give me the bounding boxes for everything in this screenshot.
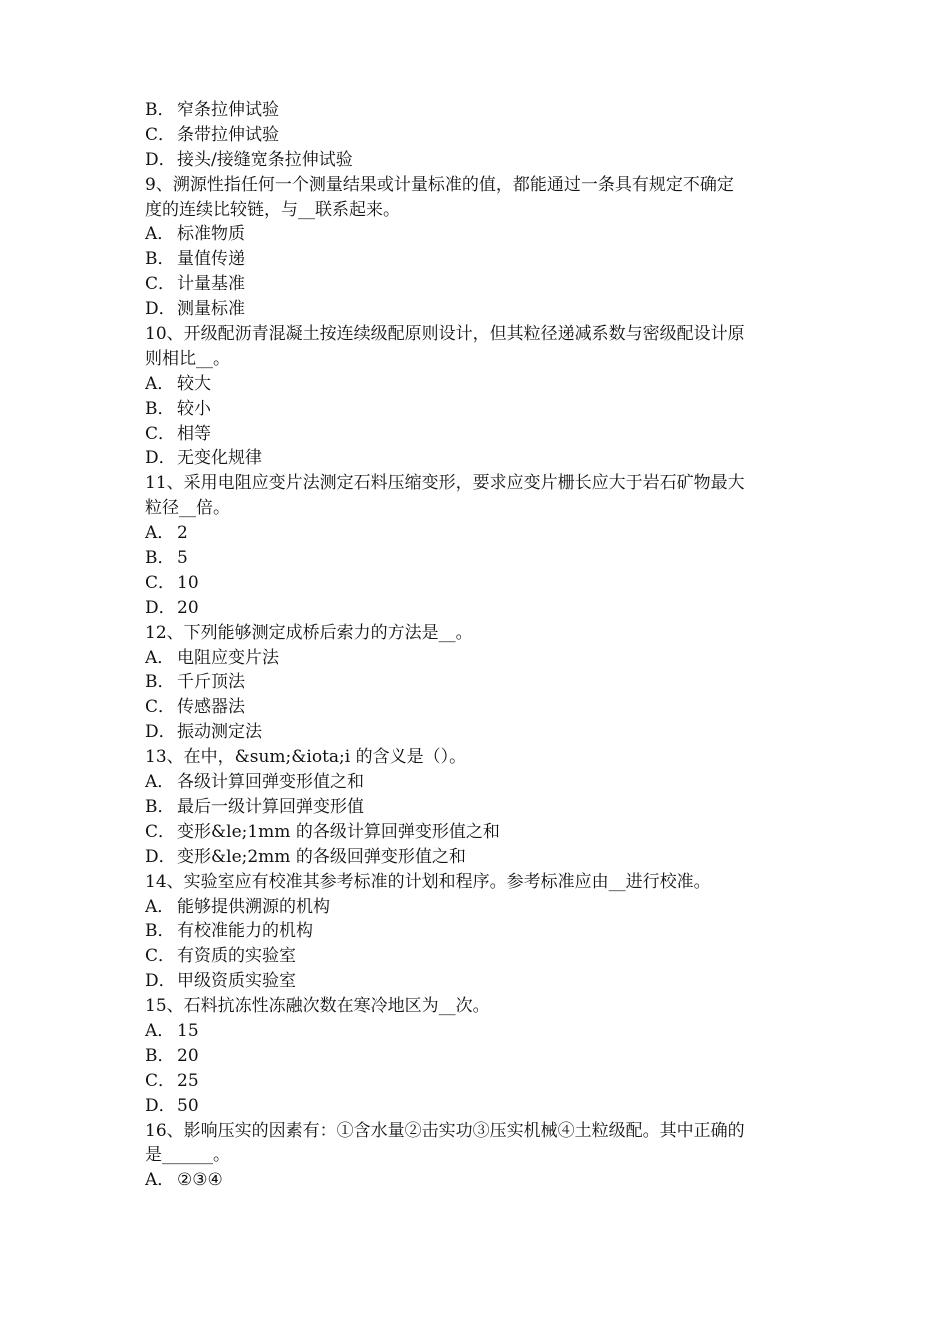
option-text: 千斤顶法 [177, 672, 245, 693]
option-text: 50 [177, 1095, 199, 1116]
answer-option [145, 795, 810, 820]
option-text: ②③④ [177, 1170, 223, 1191]
option-letter: D． [145, 722, 176, 743]
question-text: 则相比__。 [145, 348, 230, 369]
answer-option [145, 845, 810, 870]
document-body [145, 98, 810, 1193]
answer-option [145, 98, 810, 123]
option-text: 接头/接缝宽条拉伸试验 [177, 149, 353, 170]
option-text: 窄条拉伸试验 [177, 100, 279, 120]
option-text: 量值传递 [177, 249, 245, 270]
option-text: 有资质的实验室 [177, 946, 296, 967]
option-text: 条带拉伸试验 [177, 124, 279, 145]
option-letter: B． [145, 1045, 175, 1066]
answer-option [145, 1069, 810, 1094]
question-text: 粒径__倍。 [145, 498, 230, 519]
answer-option [145, 297, 810, 322]
option-letter: C． [145, 274, 176, 295]
option-letter: C． [145, 124, 176, 145]
answer-option [145, 770, 810, 795]
option-letter: A． [145, 896, 175, 917]
option-text: 变形&le;1mm 的各级计算回弹变形值之和 [177, 821, 500, 842]
option-letter: A． [145, 224, 175, 245]
option-text: 电阻应变片法 [177, 647, 279, 668]
option-letter: B． [145, 548, 175, 569]
answer-option [145, 1019, 810, 1044]
option-letter: A． [145, 1020, 175, 1041]
option-letter: C． [145, 821, 176, 842]
option-text: 20 [177, 1045, 199, 1066]
option-letter: A． [145, 523, 175, 544]
option-text: 15 [177, 1020, 199, 1041]
answer-option [145, 969, 810, 994]
option-text: 最后一级计算回弹变形值 [177, 796, 364, 817]
option-text: 甲级资质实验室 [177, 971, 296, 992]
option-text: 计量基准 [177, 274, 245, 295]
option-letter: C． [145, 423, 176, 444]
option-text: 5 [177, 548, 188, 569]
option-letter: D． [145, 448, 176, 469]
option-letter: C． [145, 697, 176, 718]
option-text: 标准物质 [177, 224, 245, 245]
answer-option [145, 944, 810, 969]
option-letter: B． [145, 249, 175, 270]
option-text: 各级计算回弹变形值之和 [177, 772, 364, 793]
answer-option [145, 521, 810, 546]
option-text: 有校准能力的机构 [177, 921, 313, 942]
option-letter: A． [145, 647, 175, 668]
option-letter: C． [145, 572, 176, 593]
answer-option [145, 272, 810, 297]
option-text: 传感器法 [177, 697, 245, 718]
option-letter: A． [145, 1170, 175, 1191]
question-text: 16、影响压实的因素有：①含水量②击实功③压实机械④土粒级配。其中正确的 [145, 1120, 745, 1141]
answer-option [145, 422, 810, 447]
answer-option [145, 895, 810, 920]
answer-option [145, 1044, 810, 1069]
answer-option [145, 148, 810, 173]
option-letter: D． [145, 1095, 176, 1116]
answer-option [145, 720, 810, 745]
answer-option [145, 695, 810, 720]
answer-option [145, 571, 810, 596]
option-text: 无变化规律 [177, 448, 262, 469]
option-text: 25 [177, 1070, 199, 1091]
answer-option [145, 919, 810, 944]
question-text: 是______。 [145, 1145, 230, 1166]
answer-option [145, 1094, 810, 1119]
answer-option [145, 123, 810, 148]
option-letter: A． [145, 373, 175, 394]
option-letter: C． [145, 1070, 176, 1091]
question-text: 15、石料抗冻性冻融次数在寒冷地区为__次。 [145, 996, 490, 1017]
option-text: 测量标准 [177, 299, 245, 320]
option-text: 10 [177, 572, 199, 593]
option-letter: D． [145, 299, 176, 320]
option-text: 较大 [177, 373, 211, 394]
answer-option [145, 546, 810, 571]
question-text: 度的连续比较链，与__联系起来。 [145, 199, 400, 220]
question-text: 14、实验室应有校准其参考标准的计划和程序。参考标准应由__进行校准。 [145, 871, 711, 892]
option-letter: D． [145, 846, 176, 867]
option-text: 变形&le;2mm 的各级回弹变形值之和 [177, 846, 466, 867]
option-letter: C． [145, 946, 176, 967]
answer-option [145, 820, 810, 845]
option-letter: B． [145, 796, 175, 817]
option-text: 20 [177, 597, 199, 618]
option-letter: D． [145, 149, 176, 170]
answer-option [145, 222, 810, 247]
question-text: 11、采用电阻应变片法测定石料压缩变形，要求应变片栅长应大于岩石矿物最大 [145, 473, 745, 494]
option-letter: D． [145, 597, 176, 618]
answer-option [145, 397, 810, 422]
answer-option [145, 372, 810, 397]
option-text: 能够提供溯源的机构 [177, 896, 330, 917]
question-text: 10、开级配沥青混凝土按连续级配原则设计，但其粒径递减系数与密级配设计原 [145, 324, 745, 345]
option-letter: B． [145, 398, 175, 419]
option-text: 相等 [177, 423, 211, 444]
option-text: 振动测定法 [177, 722, 262, 743]
option-letter: A． [145, 772, 175, 793]
answer-option [145, 646, 810, 671]
option-text: 2 [177, 523, 188, 544]
answer-option [145, 670, 810, 695]
answer-option [145, 247, 810, 272]
answer-option [145, 596, 810, 621]
option-letter: B． [145, 921, 175, 942]
option-letter: B． [145, 672, 175, 693]
question-text: 9、溯源性指任何一个测量结果或计量标准的值，都能通过一条具有规定不确定 [145, 174, 734, 195]
answer-option [145, 1168, 810, 1193]
option-letter: D． [145, 971, 176, 992]
question-text: 13、在中，&sum;&iota;i 的含义是（）。 [145, 747, 467, 768]
option-letter: B． [145, 100, 175, 120]
question-text: 12、下列能够测定成桥后索力的方法是__。 [145, 622, 473, 643]
option-text: 较小 [177, 398, 211, 419]
answer-option [145, 446, 810, 471]
